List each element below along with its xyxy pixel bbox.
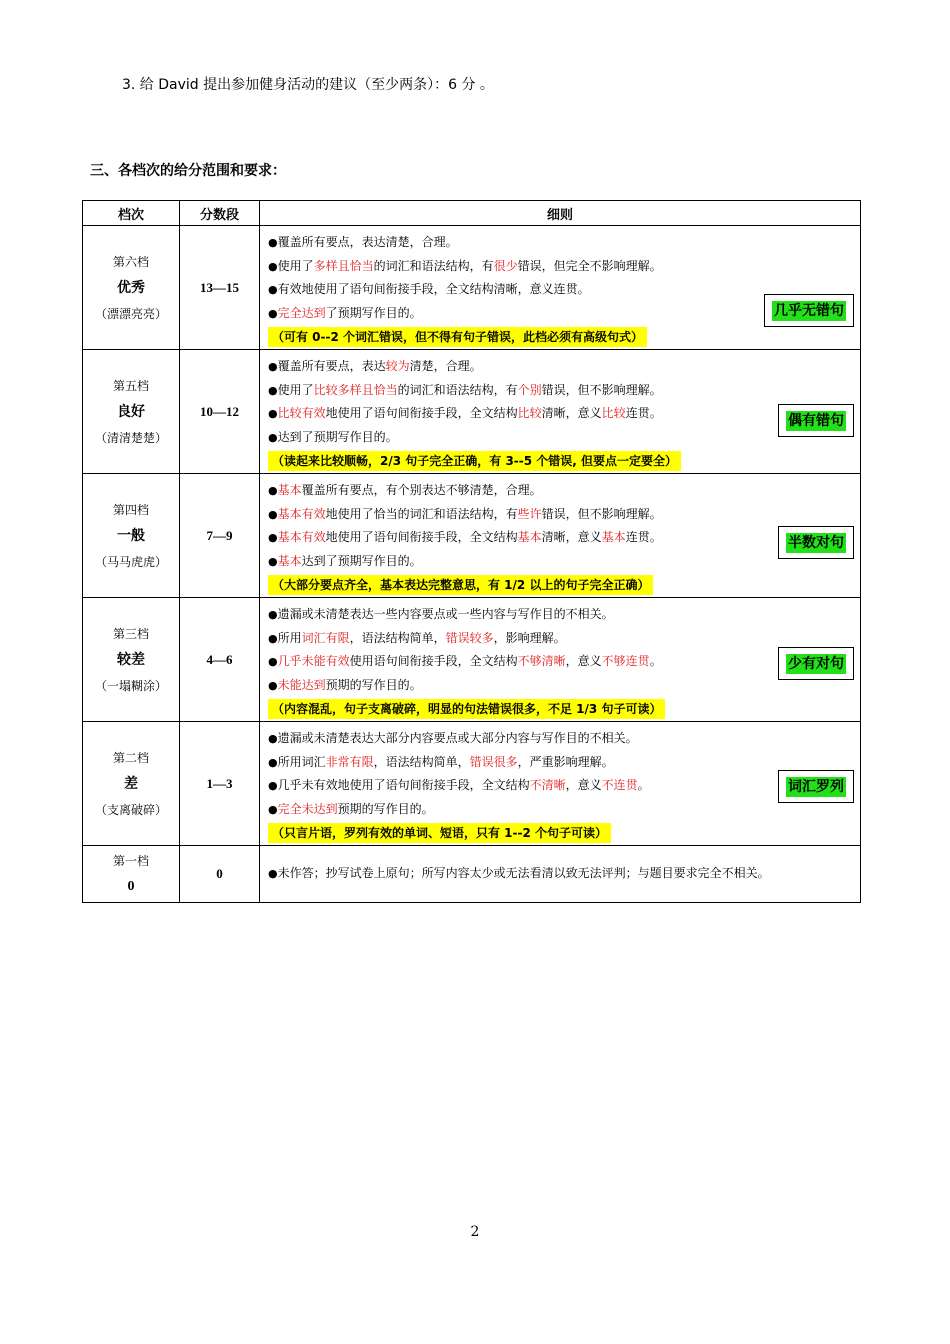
emphasis-text: 基本 [277, 553, 302, 568]
emphasis-text: 基本 [277, 483, 302, 497]
emphasis-text: 比较多样且恰当 [313, 382, 398, 397]
emphasis-text: 基本 [517, 530, 542, 544]
score-range: 0 [180, 846, 260, 903]
level-desc: （一塌糊涂） [94, 678, 167, 693]
emphasis-text: 不连贯 [601, 778, 638, 792]
emphasis-text: 比较 [517, 406, 542, 420]
summary-tag [778, 404, 854, 437]
bullet-icon: ● [268, 554, 278, 568]
level-grade: 一般 [117, 527, 145, 544]
emphasis-text: 很少 [493, 258, 518, 273]
detail-line [268, 503, 860, 527]
detail-text: ，语法结构简单， [373, 754, 470, 769]
detail-text: 。 [649, 654, 662, 668]
bullet-icon: ● [268, 802, 278, 816]
score-range: 4—6 [180, 598, 260, 722]
level-cell [83, 350, 180, 474]
detail-line [260, 862, 860, 886]
detail-text: ，影响理解。 [493, 630, 566, 645]
detail-text: 几乎未有效地使用了语句间衔接手段，全文结构 [277, 778, 530, 792]
highlight-note: （只言片语，罗列有效的单词、短语，只有 1--2 个句子可读） [268, 823, 611, 843]
level-desc: （清清楚楚） [94, 430, 167, 445]
bullet-icon: ● [268, 779, 278, 792]
level-name: 第一档 [112, 854, 149, 868]
emphasis-text: 未能达到 [277, 677, 326, 692]
detail-text: 预期的写作目的。 [337, 801, 434, 816]
emphasis-text: 几乎未能有效 [277, 654, 350, 668]
level-name: 第二档 [112, 750, 149, 765]
detail-text: 清楚，合理。 [409, 359, 482, 373]
emphasis-text: 完全未达到 [277, 801, 338, 816]
level-grade: 良好 [117, 403, 145, 420]
emphasis-text: 个别 [517, 382, 542, 397]
detail-line [268, 550, 860, 574]
score-range: 1—3 [180, 722, 260, 846]
highlight-note: （内容混乱，句子支离破碎，明显的句法错误很多，不足 1/3 句子可读） [268, 699, 665, 719]
bullet-icon: ● [268, 283, 278, 296]
summary-tag-label: 半数对句 [788, 535, 844, 551]
emphasis-text: 不够连贯 [601, 654, 650, 668]
detail-line [268, 603, 860, 627]
header-level: 档次 [83, 201, 180, 226]
emphasis-text: 基本有效 [277, 506, 326, 521]
detail-text: ，严重影响理解。 [517, 754, 614, 769]
emphasis-text: 不够清晰 [517, 654, 566, 668]
highlight-note: （读起来比较顺畅，2/3 句子完全正确，有 3--5 个错误, 但要点一定要全） [268, 451, 681, 471]
bullet-icon: ● [268, 360, 278, 373]
detail-text: 使用了 [277, 382, 314, 397]
detail-text: 。 [637, 778, 650, 792]
score-range: 10—12 [180, 350, 260, 474]
level-desc: （漂漂亮亮） [94, 306, 167, 321]
summary-tag [778, 647, 854, 680]
bullet-icon: ● [268, 755, 278, 769]
detail-line [268, 650, 860, 674]
emphasis-text: 些许 [517, 506, 542, 521]
detail-line [268, 379, 860, 403]
detail-line [268, 727, 860, 751]
detail-cell [260, 722, 861, 846]
detail-line [268, 751, 860, 775]
bullet-icon: ● [268, 531, 278, 544]
summary-tag-label: 词汇罗列 [788, 779, 844, 795]
level-cell [83, 598, 180, 722]
detail-text: 连贯。 [625, 530, 662, 544]
bullet-icon: ● [268, 259, 278, 273]
bullet-icon: ● [268, 430, 278, 444]
bullet-icon: ● [268, 383, 278, 397]
bullet-icon: ● [268, 507, 278, 521]
detail-text: 的词汇和语法结构，有 [397, 382, 518, 397]
level-name: 第六档 [112, 254, 149, 269]
detail-text: 地使用了语句间衔接手段，全文结构 [325, 530, 518, 544]
level-grade: 差 [124, 775, 138, 792]
emphasis-text: 错误较多 [445, 630, 494, 645]
detail-text: 达到了预期写作目的。 [277, 429, 398, 444]
score-range: 7—9 [180, 474, 260, 598]
detail-text: 预期的写作目的。 [325, 677, 422, 692]
level-name: 第三档 [112, 626, 149, 641]
table-row-level [83, 226, 861, 350]
emphasis-text: 不清晰 [529, 778, 566, 792]
detail-line [268, 255, 860, 279]
detail-line [268, 355, 860, 379]
detail-text: 覆盖所有要点，有个别表达不够清楚，合理。 [301, 483, 542, 497]
level-cell [83, 474, 180, 598]
summary-tag [764, 294, 854, 327]
detail-text: 所用词汇 [277, 754, 326, 769]
table-row-level [83, 350, 861, 474]
scoring-item-3: 3. 给 David 提出参加健身活动的建议（至少两条）：6 分 。 [122, 77, 494, 93]
emphasis-text: 比较 [601, 406, 626, 420]
level-name: 第四档 [112, 502, 149, 517]
level-cell [83, 226, 180, 350]
detail-text: 连贯。 [625, 406, 662, 420]
detail-text: 覆盖所有要点，表达清楚，合理。 [277, 235, 458, 249]
level-desc: （支离破碎） [94, 802, 167, 817]
detail-line [268, 526, 860, 550]
summary-tag [778, 770, 854, 803]
emphasis-text: 较为 [385, 359, 410, 373]
section-title: 三、各档次的给分范围和要求： [90, 163, 286, 179]
detail-text: 的词汇和语法结构，有 [373, 258, 494, 273]
detail-text: 使用语句间衔接手段，全文结构 [349, 654, 518, 668]
level-grade: 优秀 [117, 279, 145, 296]
level-cell [83, 846, 180, 903]
bullet-icon: ● [268, 236, 278, 249]
summary-tag-label: 几乎无错句 [774, 303, 844, 319]
detail-text: 地使用了恰当的词汇和语法结构，有 [325, 506, 518, 521]
detail-text: 有效地使用了语句间衔接手段，全文结构清晰，意义连贯。 [277, 282, 590, 296]
level-desc: （马马虎虎） [94, 554, 167, 569]
header-range: 分数段 [180, 201, 260, 226]
level-grade: 较差 [117, 651, 145, 668]
detail-line [268, 402, 860, 426]
emphasis-text: 完全达到 [277, 305, 326, 320]
detail-text: 了预期写作目的。 [325, 305, 422, 320]
bullet-icon: ● [268, 484, 278, 497]
detail-text: 遗漏或未清楚表达一些内容要点或一些内容与写作目的不相关。 [277, 607, 614, 621]
highlight-note: （可有 0--2 个词汇错误，但不得有句子错误，此档必须有高级句式） [268, 327, 647, 347]
detail-line [268, 798, 860, 822]
detail-text: 达到了预期写作目的。 [301, 553, 422, 568]
bullet-icon: ● [268, 732, 278, 745]
detail-text: 覆盖所有要点，表达 [277, 359, 386, 373]
summary-tag [778, 526, 854, 559]
detail-text: ，意义 [565, 654, 602, 668]
detail-line [268, 774, 860, 798]
table-row-level-1 [83, 846, 861, 903]
table-body [83, 226, 861, 903]
bullet-icon: ● [268, 867, 278, 881]
bullet-icon: ● [268, 631, 278, 645]
detail-line [268, 231, 860, 255]
table-row-level [83, 598, 861, 722]
table-row-level [83, 474, 861, 598]
bullet-icon: ● [268, 407, 278, 420]
bullet-icon: ● [268, 655, 278, 668]
detail-line [268, 627, 860, 651]
table-row-level [83, 722, 861, 846]
detail-text: 未作答；抄写试卷上原句；所写内容太少或无法看清以致无法评判；与题目要求完全不相关。 [277, 866, 770, 881]
detail-text: 错误，但不影响理解。 [541, 382, 662, 397]
detail-cell [260, 350, 861, 474]
detail-text: 使用了 [277, 258, 314, 273]
emphasis-text: 基本有效 [277, 530, 326, 544]
table-header-row [83, 201, 861, 226]
emphasis-text: 词汇有限 [301, 630, 350, 645]
detail-text: 所用 [277, 630, 302, 645]
summary-tag-label: 偶有错句 [788, 413, 844, 429]
score-range: 13—15 [180, 226, 260, 350]
detail-text: 错误，但完全不影响理解。 [517, 258, 662, 273]
level-cell [83, 722, 180, 846]
bullet-icon: ● [268, 678, 278, 692]
detail-text: ，语法结构简单， [349, 630, 446, 645]
detail-text: 地使用了语句间衔接手段，全文结构 [325, 406, 518, 420]
emphasis-text: 基本 [601, 530, 626, 544]
emphasis-text: 多样且恰当 [313, 258, 374, 273]
detail-line [268, 479, 860, 503]
header-details: 细则 [260, 201, 861, 226]
bullet-icon: ● [268, 608, 278, 621]
detail-cell [260, 474, 861, 598]
emphasis-text: 非常有限 [325, 754, 374, 769]
detail-text: 清晰，意义 [541, 406, 602, 420]
detail-cell [260, 226, 861, 350]
detail-text: 遗漏或未清楚表达大部分内容要点或大部分内容与写作目的不相关。 [277, 731, 638, 745]
bullet-icon: ● [268, 306, 278, 320]
detail-text: 错误，但不影响理解。 [541, 506, 662, 521]
summary-tag-label: 少有对句 [788, 656, 844, 672]
detail-cell [260, 598, 861, 722]
page-number: 2 [470, 1224, 480, 1240]
emphasis-text: 错误很多 [469, 754, 518, 769]
detail-text: 清晰，意义 [541, 530, 602, 544]
level-grade: 0 [127, 879, 135, 894]
detail-line [268, 426, 860, 450]
detail-line [268, 674, 860, 698]
emphasis-text: 比较有效 [277, 406, 326, 420]
highlight-note: （大部分要点齐全，基本表达完整意思，有 1/2 以上的句子完全正确） [268, 575, 653, 595]
grading-table [82, 200, 861, 903]
detail-text: ，意义 [565, 778, 602, 792]
detail-cell [260, 846, 861, 903]
level-name: 第五档 [112, 378, 149, 393]
